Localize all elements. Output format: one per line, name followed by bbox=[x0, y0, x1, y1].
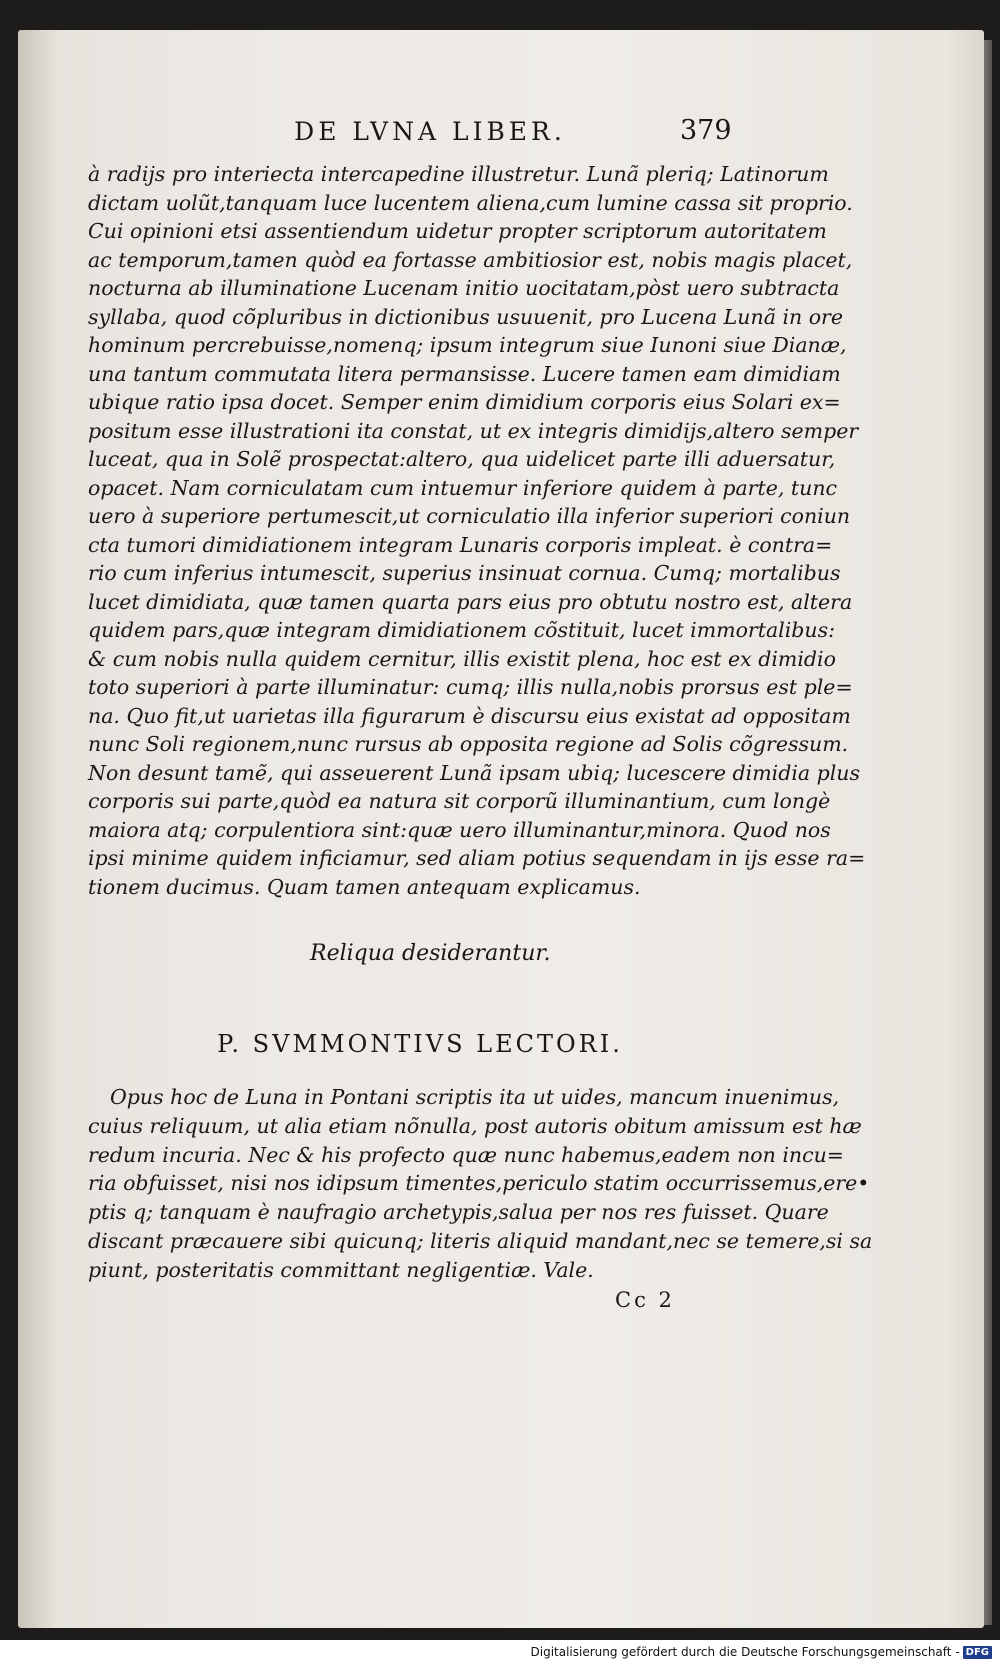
text-line: cuius reliquum, ut alia etiam nõnulla, post autoris obitum amissum est hæ bbox=[88, 1113, 862, 1138]
text-line: syllaba, quod cõpluribus in dictionibus usuuenit, pro Lucena Lunã in ore bbox=[88, 304, 843, 329]
epistle-text bbox=[88, 1083, 873, 1285]
footer-text: Digitalisierung gefördert durch die Deutsche Forschungsgemeinschaft - bbox=[530, 1645, 960, 1659]
text-line: opacet. Nam corniculatam cum intuemur inferiore quidem à parte, tunc bbox=[88, 475, 838, 500]
running-head: DE LVNA LIBER. bbox=[294, 117, 566, 146]
text-line: ipsi minime quidem inficiamur, sed aliam potius sequendam in ijs esse ra= bbox=[88, 846, 866, 870]
text-line: discant præcauere sibi quicunq; literis aliquid mandant,nec se temere,si sa bbox=[88, 1228, 873, 1253]
text-line: tionem ducimus. Quam tamen antequam explicamus. bbox=[88, 874, 641, 899]
dfg-logo: DFG bbox=[963, 1646, 992, 1659]
text-line: toto superiori à parte illuminatur: cumq; illis nulla,nobis prorsus est ple= bbox=[88, 675, 853, 699]
text-line: maiora atq; corpulentiora sint:quæ uero illuminantur,minora. Quod nos bbox=[88, 817, 831, 842]
text-line: hominum percrebuisse,nomenq; ipsum integrum siue Iunoni siue Dianæ, bbox=[88, 333, 847, 357]
text-line: lucet dimidiata, quæ tamen quarta pars eius pro obtutu nostro est, altera bbox=[88, 589, 853, 614]
text-line: quidem pars,quæ integram dimidiationem cõstituit, lucet immortalibus: bbox=[88, 618, 836, 642]
body-text bbox=[88, 160, 866, 901]
page-number: 379 bbox=[680, 115, 732, 146]
text-line: ubique ratio ipsa docet. Semper enim dimidium corporis eius Solari ex= bbox=[88, 390, 841, 414]
text-line: rio cum inferius intumescit, superius insinuat cornua. Cumq; mortalibus bbox=[88, 561, 841, 585]
text-line: nunc Soli regionem,nunc rursus ab opposita regione ad Solis cõgressum. bbox=[88, 732, 849, 756]
text-line: corporis sui parte,quòd ea natura sit corporũ illuminantium, cum longè bbox=[88, 789, 831, 813]
text-line: luceat, qua in Solẽ prospectat:altero, qua uidelicet parte illi aduersatur, bbox=[88, 447, 836, 471]
footer bbox=[531, 1645, 993, 1659]
reliqua-note: Reliqua desiderantur. bbox=[310, 941, 551, 966]
text-line: una tantum commutata litera permansisse. Lucere tamen eam dimidiam bbox=[88, 361, 841, 386]
text-line: Opus hoc de Luna in Pontani scriptis ita ut uides, mancum inuenimus, bbox=[110, 1085, 840, 1109]
text-line: ria obfuisset, nisi nos idipsum timentes,periculo statim occurrissemus,ere• bbox=[88, 1171, 870, 1196]
text-line: & cum nobis nulla quidem cernitur, illis existit plena, hoc est ex dimidio bbox=[88, 646, 836, 671]
text-line: redum incuria. Nec & his profecto quæ nunc habemus,eadem non incu= bbox=[88, 1142, 844, 1167]
text-line: piunt, posteritatis committant negligentiæ. Vale. bbox=[88, 1257, 594, 1282]
text-line: Non desunt tamẽ, qui asseuerent Lunã ipsam ubiq; lucescere dimidia plus bbox=[88, 760, 861, 785]
text-line: positum esse illustrationi ita constat, ut ex integris dimidijs,altero semper bbox=[88, 418, 859, 443]
text-line: ac temporum,tamen quòd ea fortasse ambitiosior est, nobis magis placet, bbox=[88, 247, 853, 272]
text-line: uero à superiore pertumescit,ut corniculatio illa inferior superiori coniun bbox=[88, 504, 851, 528]
text-line: cta tumori dimidiationem integram Lunaris corporis impleat. è contra= bbox=[88, 532, 833, 557]
text-line: dictam uolũt,tanquam luce lucentem aliena,cum lumine cassa sit proprio. bbox=[88, 190, 853, 215]
text-line: nocturna ab illuminatione Lucenam initio uocitatam,pòst uero subtracta bbox=[88, 276, 840, 300]
section-heading: P. SVMMONTIVS LECTORI. bbox=[217, 1030, 623, 1058]
text-line: ptis q; tanquam è naufragio archetypis,salua per nos res fuisset. Quare bbox=[88, 1200, 829, 1225]
text-line: na. Quo fit,ut uarietas illa figurarum è discursu eius existat ad oppositam bbox=[88, 703, 851, 728]
text-line: à radijs pro interiecta intercapedine illustretur. Lunã pleriq; Latinorum bbox=[88, 162, 829, 186]
text-line: Cui opinioni etsi assentiendum uidetur propter scriptorum autoritatem bbox=[88, 219, 827, 243]
signature-mark: Cc 2 bbox=[615, 1288, 675, 1312]
